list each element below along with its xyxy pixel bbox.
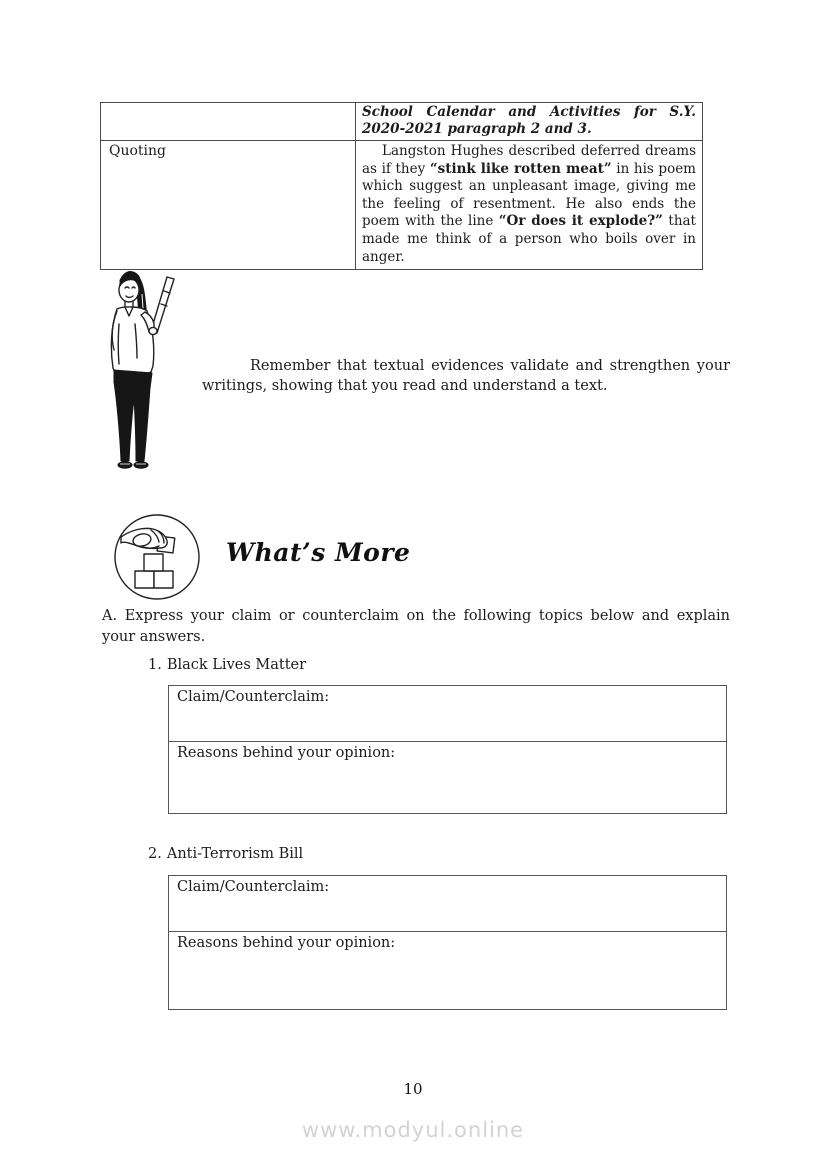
topic-2-title: Anti-Terrorism Bill (166, 846, 304, 862)
quoting-example-paragraph: Langston Hughes described deferred dreams as if they “stink like rotten meat” in his poem which suggest an unpleasant image, giving me the feeling of resentment. He also ends the poem with the line “Or does it explode?” that made me think of a person who boils over in anger. (356, 141, 703, 270)
topic-1-label (148, 657, 306, 673)
quoting-table-body-row (101, 141, 703, 270)
activity-instruction: A. Express your claim or counterclaim on the following topics below and explain your answers. (102, 608, 730, 645)
quoting-table-source-title: School Calendar and Activities for S.Y. 2020-2021 paragraph 2 and 3. (356, 103, 703, 141)
reasons-row (169, 932, 727, 1010)
quoting-table-empty-header-cell (101, 103, 356, 141)
claim-field-label: Claim/Counterclaim: (169, 686, 727, 742)
answer-table-black-lives-matter (168, 685, 727, 814)
hand-stacking-blocks-icon (111, 511, 203, 603)
claim-row (169, 876, 727, 932)
topic-1-number: 1. (148, 657, 162, 673)
whats-more-heading: What’s More (226, 538, 411, 567)
watermark-text: www.modyul.online (301, 1118, 525, 1142)
quoting-table-header-row (101, 103, 703, 141)
reasons-field-label: Reasons behind your opinion: (169, 742, 727, 814)
topic-2-number: 2. (148, 846, 162, 862)
topic-2-label (148, 846, 303, 862)
quoting-table (100, 102, 703, 270)
answer-table-anti-terrorism-bill (168, 875, 727, 1010)
claim-row (169, 686, 727, 742)
reminder-text: Remember that textual evidences validate and strengthen your writings, showing that you read and understand a text. (202, 358, 730, 394)
reasons-field-label: Reasons behind your opinion: (169, 932, 727, 1010)
quoting-row-label: Quoting (101, 141, 356, 270)
claim-field-label: Claim/Counterclaim: (169, 876, 727, 932)
topic-1-title: Black Lives Matter (166, 657, 307, 673)
page-number: 10 (403, 1080, 423, 1098)
reasons-row (169, 742, 727, 814)
teacher-pointing-illustration (95, 264, 195, 479)
